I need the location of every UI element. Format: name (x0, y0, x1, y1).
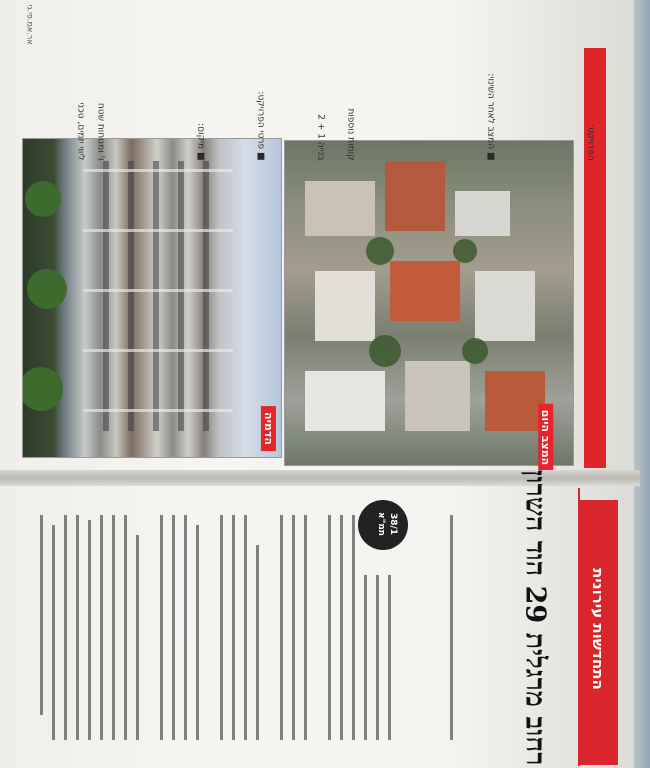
photo-tag-rendering: הדמיה (261, 406, 276, 451)
badge-text-2: 38/1 (388, 512, 398, 536)
rendering-building-graphic (23, 139, 281, 457)
side-column-line-2: ו' ומנוחות שטח (95, 102, 106, 161)
photo-rendering (22, 138, 282, 458)
aerial-buildings-graphic (285, 141, 573, 465)
photo-current-state (284, 140, 574, 466)
side-column-line-8: ■ המצב לאחר השינוי: (485, 73, 496, 161)
section-label: התחדשות עירונית (589, 568, 607, 690)
page-edge (634, 0, 650, 768)
side-column-line-5: בנייה 1 + 2 (315, 114, 326, 161)
side-column-line-4: ■ מיקום: (195, 123, 206, 161)
article-body (40, 495, 470, 760)
badge-text-1: תמ"א (376, 512, 386, 536)
photo-tag-current: המצב היום (538, 404, 553, 471)
headline: רחוב מרגלית 29 הוד השרון (519, 469, 551, 766)
side-column-line-1: ליווי יזמים, טכני (75, 102, 86, 161)
side-column-line-6: ■ פרטי הפרויקט: (255, 91, 266, 161)
footer-note: אר.אמ.פי.גי (25, 4, 35, 45)
side-column-line-3: הפרויקט: (585, 124, 596, 161)
side-column-line-7: קומות נוספות (345, 108, 356, 161)
